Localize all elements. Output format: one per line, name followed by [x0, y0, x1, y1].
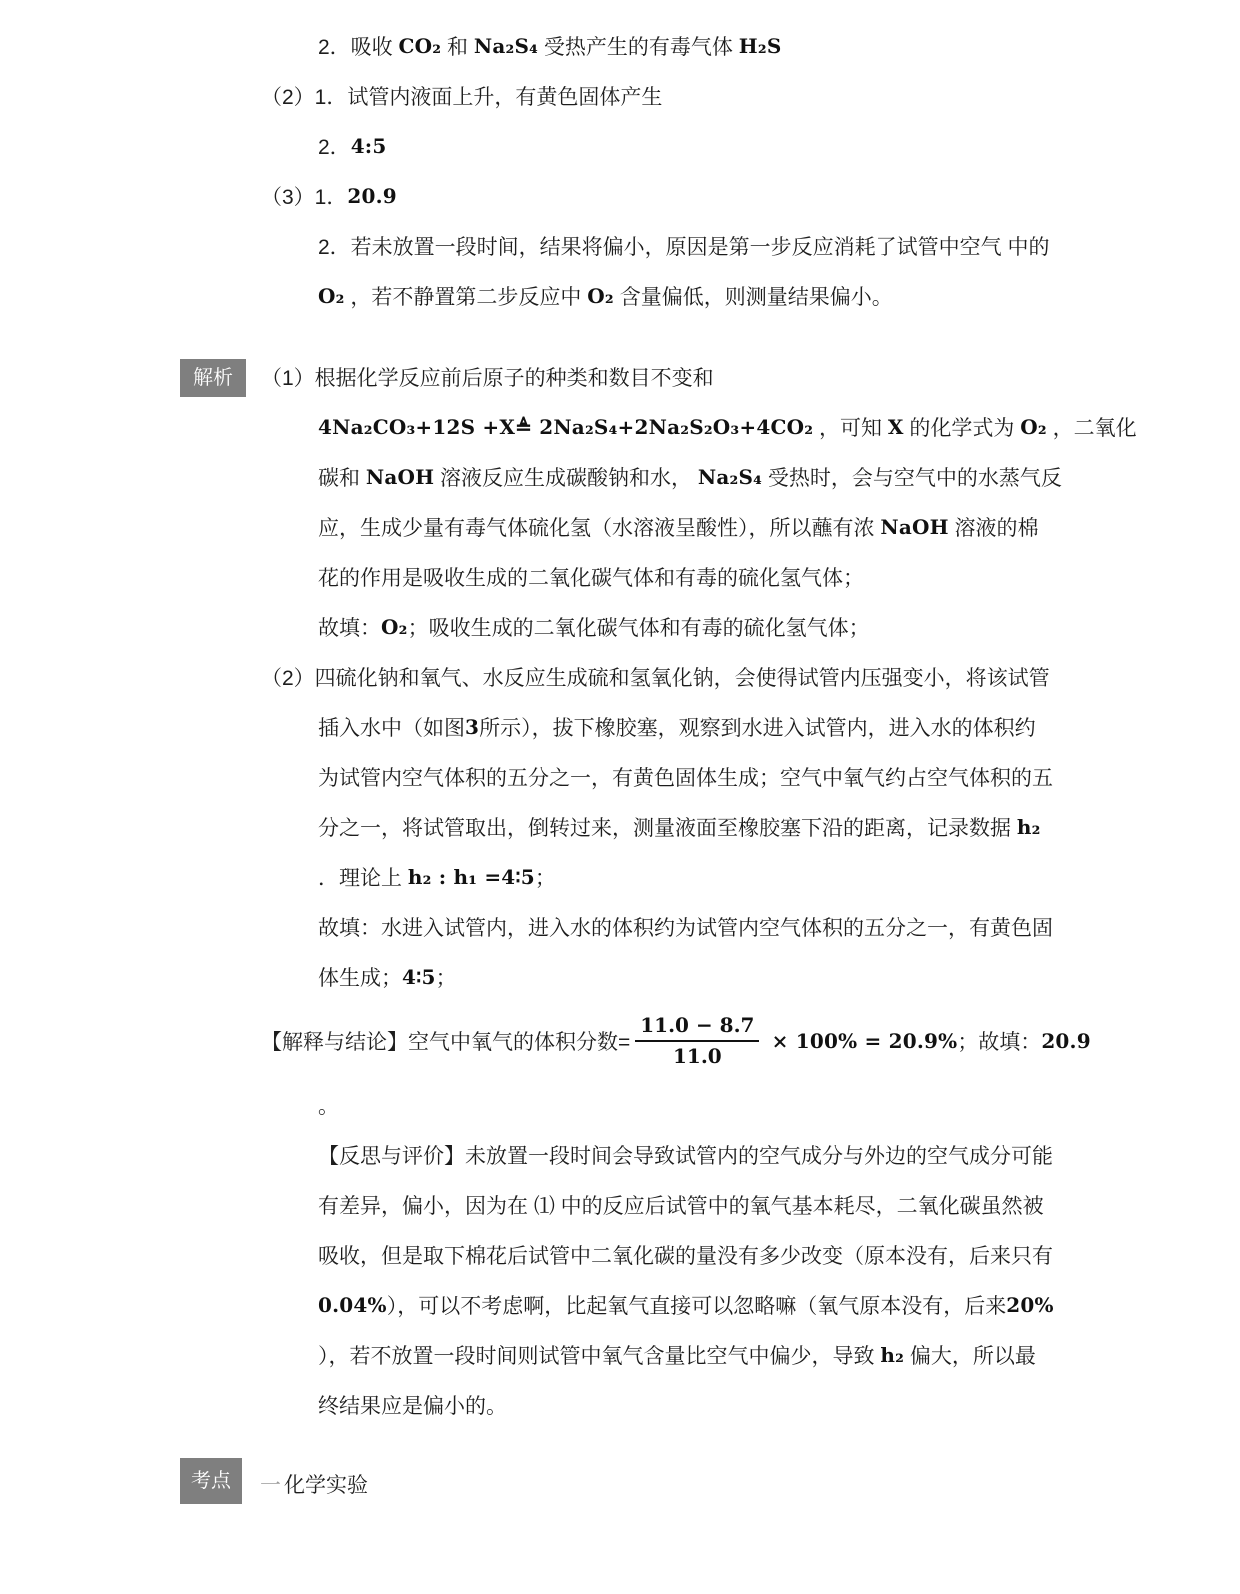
chemical-formula: 0.04%	[318, 1293, 387, 1317]
fraction-numerator: 11.0 − 8.7	[635, 1013, 759, 1042]
chemical-formula: O₂	[318, 284, 345, 308]
text-line: 【解释与结论】空气中氧气的体积分数= $\frac{11.0 - 8.7}{11.0}$ × 100% = 20.9% ；故填： 20.9	[261, 1013, 1091, 1068]
chemical-formula: 3	[465, 715, 480, 739]
text-line: ），若不放置一段时间则试管中氧气含量比空气中偏少，导致 h₂ 偏大，所以最	[318, 1343, 1036, 1368]
text-line: 体生成； 4∶5 ；	[318, 965, 457, 990]
analysis-lines	[0, 352, 1240, 1430]
chemical-formula: O₂	[587, 284, 614, 308]
analysis-badge: 解析	[180, 359, 246, 397]
text-line: 【反思与评价】未放置一段时间会导致试管内的空气成分与外边的空气成分可能	[318, 1145, 1053, 1168]
text-line: ．理论上 h₂ : h₁ =4∶5 ；	[318, 865, 556, 890]
text-line: 分之一，将试管取出，倒转过来，测量液面至橡胶塞下沿的距离，记录数据 h₂	[318, 815, 1041, 840]
chemical-formula: NaOH	[880, 515, 949, 539]
chemical-formula: h₂	[880, 1343, 905, 1367]
text-line: 故填：水进入试管内，进入水的体积约为试管内空气体积的五分之一，有黄色固	[318, 917, 1053, 940]
chemical-formula: X	[887, 415, 904, 439]
keypoint-dash: 一	[260, 1474, 281, 1497]
text-line: 应，生成少量有毒气体硫化氢（水溶液呈酸性），所以蘸有浓 NaOH 溶液的棉	[318, 515, 1039, 540]
chemical-formula: CO₂	[398, 34, 442, 58]
chemical-formula: 4:5	[350, 134, 387, 158]
text-line: （1）根据化学反应前后原子的种类和数目不变和	[261, 367, 714, 390]
chemical-formula: h₂	[1016, 815, 1041, 839]
text-line: 为试管内空气体积的五分之一，有黄色固体生成；空气中氧气约占空气体积的五	[318, 767, 1053, 790]
text-line: （2）1．试管内液面上升，有黄色固体产生	[261, 86, 663, 109]
analysis-section	[0, 352, 1240, 1430]
text-line: 有差异，偏小，因为在 ⑴ 中的反应后试管中的氧气基本耗尽，二氧化碳虽然被	[318, 1195, 1044, 1218]
text-line: 故填： O₂ ；吸收生成的二氧化碳气体和有毒的硫化氢气体；	[318, 615, 870, 640]
fraction	[635, 1013, 759, 1069]
chemical-formula: 4Na₂CO₃+12S +X≜ 2Na₂S₄+2Na₂S₂O₃+4CO₂	[318, 415, 814, 439]
chemical-formula: O₂	[1020, 415, 1047, 439]
text-line: 0.04% ），可以不考虑啊，比起氧气直接可以忽略嘛（氧气原本没有，后来 20%	[318, 1293, 1054, 1318]
text-line: 。	[318, 1095, 339, 1118]
chemical-formula: Na₂S₄	[473, 34, 539, 58]
text-line: （3）1． 20.9	[261, 184, 397, 209]
text-line: 吸收，但是取下棉花后试管中二氧化碳的量没有多少改变（原本没有，后来只有	[318, 1245, 1053, 1268]
chemical-formula: 20.9	[347, 184, 397, 208]
keypoint-section	[0, 1456, 1240, 1512]
chemical-formula: 4∶5	[402, 965, 436, 989]
text-line: 4Na₂CO₃+12S +X≜ 2Na₂S₄+2Na₂S₂O₃+4CO₂ ，可知 X 的化学式为 O₂ ，二氧化	[318, 415, 1137, 440]
text-line: 2．若未放置一段时间，结果将偏小，原因是第一步反应消耗了试管中空气 中的	[318, 236, 1050, 259]
text-line: 终结果应是偏小的。	[318, 1395, 507, 1418]
chemical-formula: × 100% = 20.9%	[764, 1029, 958, 1053]
chemical-formula: NaOH	[365, 465, 435, 489]
text-line: O₂ ，若不静置第二步反应中 O₂ 含量偏低，则测量结果偏小。	[318, 284, 893, 309]
chemical-formula: H₂S	[738, 34, 782, 58]
keypoint-badge: 考点	[180, 1458, 242, 1504]
text-line: （2）四硫化钠和氧气、水反应生成硫和氢氧化钠，会使得试管内压强变小，将该试管	[261, 667, 1050, 690]
keypoint-label: 化学实验	[284, 1474, 368, 1497]
text-line: 2．吸收 CO₂ 和 Na₂S₄ 受热产生的有毒气体 H₂S	[318, 34, 782, 59]
text-line: 2． 4:5	[318, 134, 387, 159]
chemical-formula: 20%	[1006, 1293, 1054, 1317]
fraction-denominator: 11.0	[673, 1044, 722, 1068]
text-line: 碳和 NaOH 溶液反应生成碳酸钠和水， Na₂S₄ 受热时，会与空气中的水蒸气反	[318, 465, 1062, 490]
text-line: 花的作用是吸收生成的二氧化碳气体和有毒的硫化氢气体；	[318, 567, 864, 590]
answer-block	[0, 0, 1240, 321]
chemical-formula: O₂	[381, 615, 408, 639]
text-line: 插入水中（如图 3 所示），拔下橡胶塞，观察到水进入试管内，进入水的体积约	[318, 715, 1036, 740]
chemical-formula: Na₂S₄	[697, 465, 763, 489]
answer-lines	[0, 21, 1240, 321]
chemical-formula: h₂ : h₁ =4∶5	[407, 865, 535, 889]
chemical-formula: 20.9	[1041, 1029, 1091, 1053]
